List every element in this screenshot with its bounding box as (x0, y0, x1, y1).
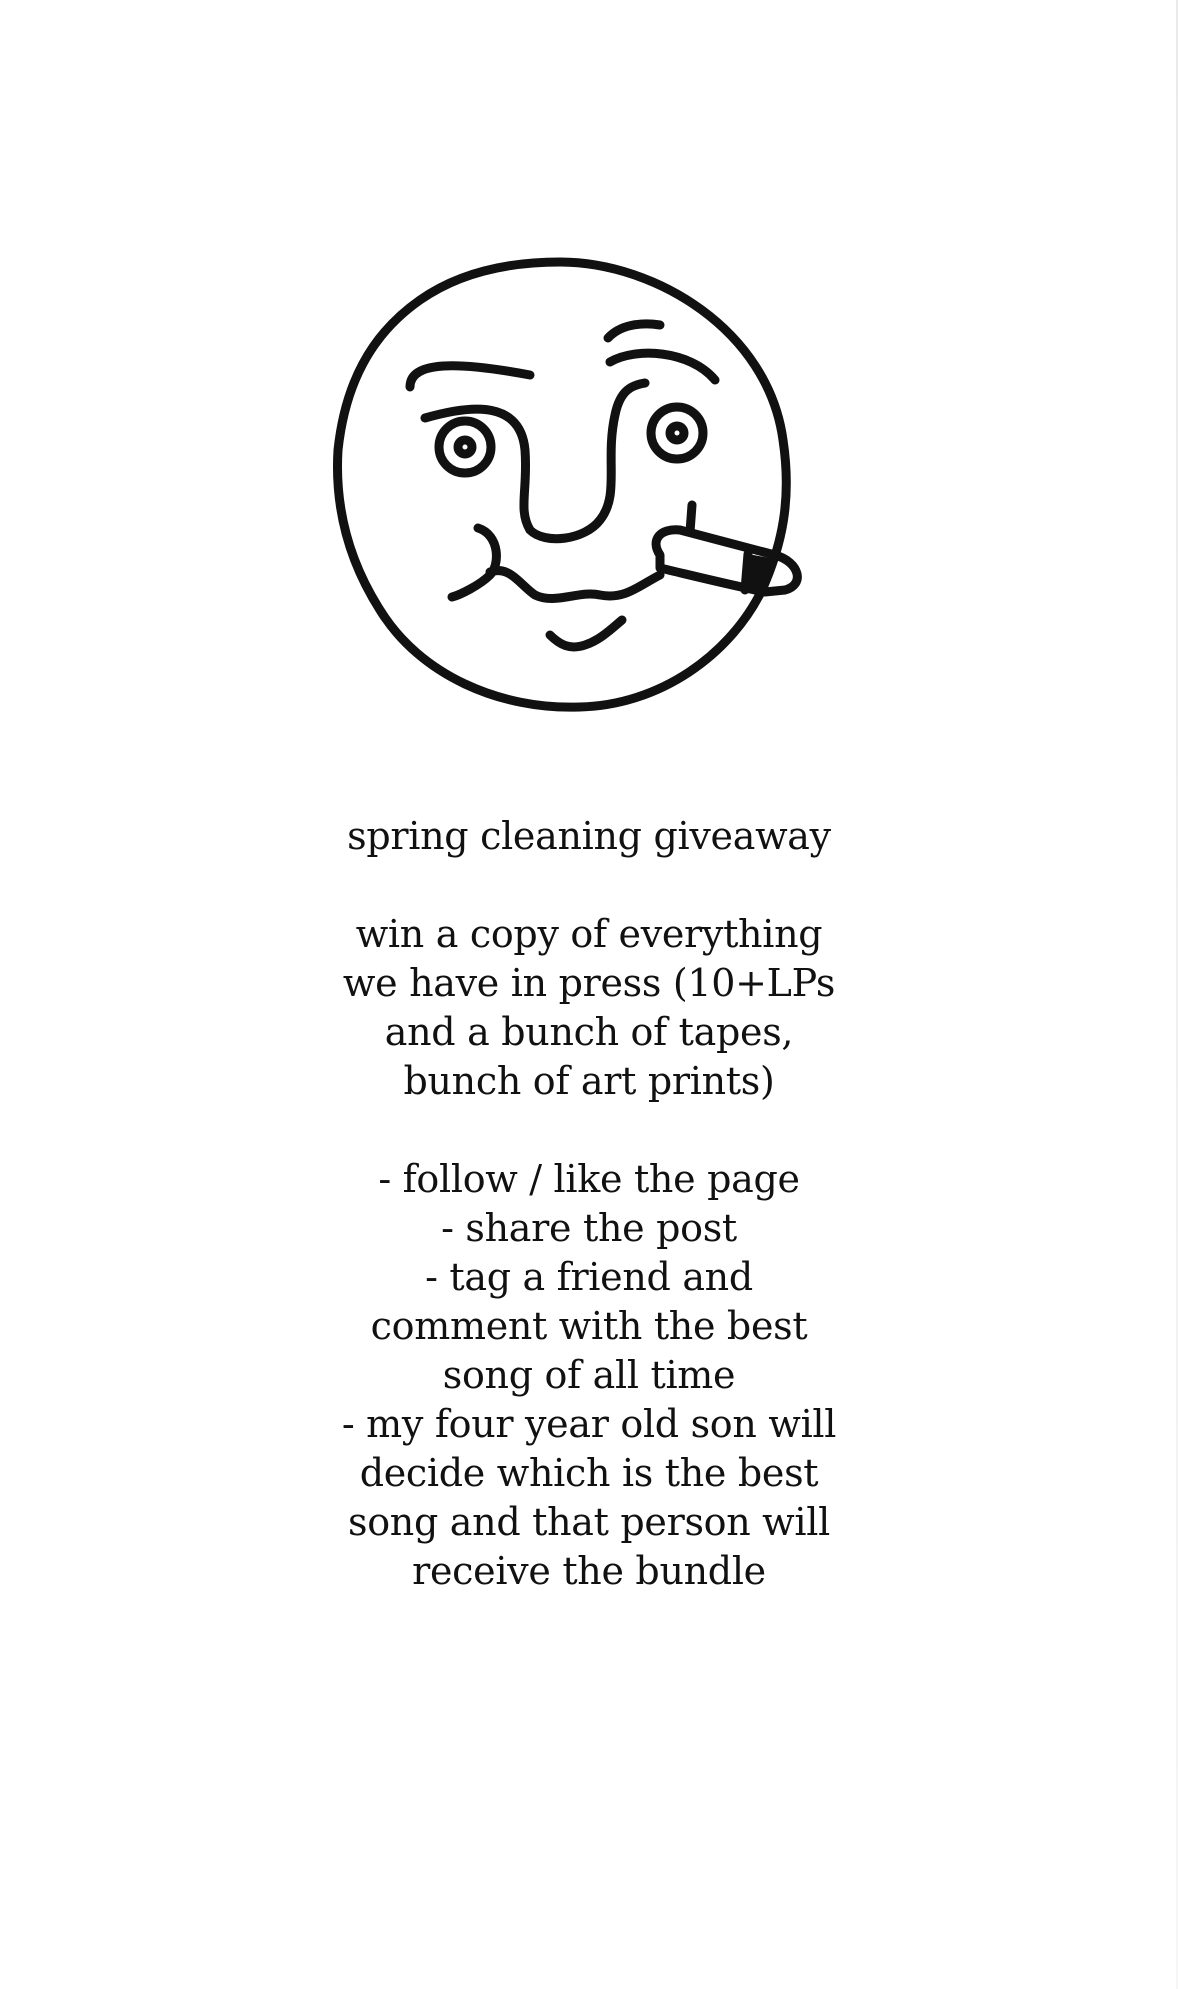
rule-line: - tag a friend and (425, 1255, 753, 1299)
nose (425, 383, 645, 539)
rule-line: - share the post (441, 1206, 737, 1250)
left-eye-inner (458, 440, 472, 454)
rule-line: song of all time (442, 1353, 736, 1397)
right-eyebrow-lower (610, 353, 715, 380)
right-eyebrow-upper (608, 324, 660, 338)
rule-line: comment with the best (370, 1304, 808, 1348)
prize-line: and a bunch of tapes, (384, 1010, 794, 1054)
rule-line: - my four year old son will (341, 1402, 837, 1446)
rules-list (289, 1155, 889, 1596)
post-title: spring cleaning giveaway (347, 814, 831, 858)
prize-line: bunch of art prints) (403, 1059, 775, 1103)
cigarette-tip (745, 554, 770, 592)
rule-line: - follow / like the page (378, 1157, 800, 1201)
right-eye-outer (651, 407, 703, 459)
prize-line: we have in press (10+LPs (342, 961, 836, 1005)
giveaway-text (289, 812, 889, 1596)
rule-line: decide which is the best (359, 1451, 819, 1495)
smoking-moon-face-icon (330, 245, 820, 725)
cheek-mark (690, 505, 692, 532)
right-eye-inner (670, 426, 684, 440)
spacer (289, 861, 889, 910)
rule-line: receive the bundle (412, 1549, 766, 1593)
prize-line: win a copy of everything (355, 912, 823, 956)
prize-description (289, 910, 889, 1106)
rule-line: song and that person will (348, 1500, 830, 1544)
left-eyebrow (410, 366, 530, 387)
left-eye-outer (439, 421, 491, 473)
spacer (289, 1106, 889, 1155)
chin (550, 620, 622, 647)
